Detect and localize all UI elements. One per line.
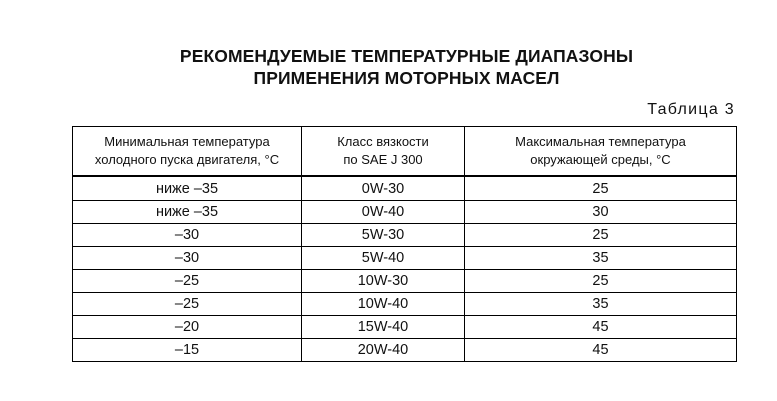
table-row [73, 247, 737, 270]
header-min-start-temperature-line-2: холодного пуска двигателя, °C [94, 152, 280, 167]
cell-min-start-temperature: –20 [73, 316, 302, 339]
cell-max-ambient-temperature: 35 [465, 293, 737, 316]
cell-min-start-temperature: –30 [73, 247, 302, 270]
table-row [73, 176, 737, 201]
table-row [73, 339, 737, 362]
cell-min-start-temperature: –25 [73, 270, 302, 293]
cell-viscosity-class: 5W-30 [302, 224, 465, 247]
cell-min-start-temperature: –30 [73, 224, 302, 247]
table-body [73, 176, 737, 362]
cell-min-start-temperature: ниже –35 [73, 201, 302, 224]
cell-viscosity-class: 10W-40 [302, 293, 465, 316]
cell-max-ambient-temperature: 25 [465, 224, 737, 247]
header-min-start-temperature-line-1: Минимальная температура [104, 134, 270, 149]
cell-viscosity-class: 10W-30 [302, 270, 465, 293]
cell-max-ambient-temperature: 25 [465, 176, 737, 201]
oil-temperature-table [72, 126, 737, 362]
header-viscosity-class [302, 127, 465, 177]
cell-viscosity-class: 0W-40 [302, 201, 465, 224]
document-title-line-1: РЕКОМЕНДУЕМЫЕ ТЕМПЕРАТУРНЫЕ ДИАПАЗОНЫ [179, 46, 634, 66]
cell-max-ambient-temperature: 30 [465, 201, 737, 224]
cell-max-ambient-temperature: 45 [465, 339, 737, 362]
cell-viscosity-class: 5W-40 [302, 247, 465, 270]
table-row [73, 201, 737, 224]
table-caption: Таблица 3 [647, 101, 735, 118]
table-row [73, 316, 737, 339]
header-viscosity-class-line-1: Класс вязкости [337, 134, 429, 149]
table-header-row [73, 127, 737, 177]
header-min-start-temperature [73, 127, 302, 177]
table-row [73, 293, 737, 316]
cell-max-ambient-temperature: 45 [465, 316, 737, 339]
cell-min-start-temperature: ниже –35 [73, 176, 302, 201]
header-max-ambient-temperature-line-2: окружающей среды, °C [530, 152, 671, 167]
header-max-ambient-temperature [465, 127, 737, 177]
header-max-ambient-temperature-line-1: Максимальная температура [515, 134, 686, 149]
cell-min-start-temperature: –15 [73, 339, 302, 362]
table-row [73, 270, 737, 293]
cell-viscosity-class: 15W-40 [302, 316, 465, 339]
cell-min-start-temperature: –25 [73, 293, 302, 316]
cell-max-ambient-temperature: 25 [465, 270, 737, 293]
cell-viscosity-class: 20W-40 [302, 339, 465, 362]
document-title-line-2: ПРИМЕНЕНИЯ МОТОРНЫХ МАСЕЛ [253, 68, 560, 88]
table-row [73, 224, 737, 247]
cell-viscosity-class: 0W-30 [302, 176, 465, 201]
table-header [73, 127, 737, 177]
cell-max-ambient-temperature: 35 [465, 247, 737, 270]
header-viscosity-class-line-2: по SAE J 300 [343, 152, 423, 167]
